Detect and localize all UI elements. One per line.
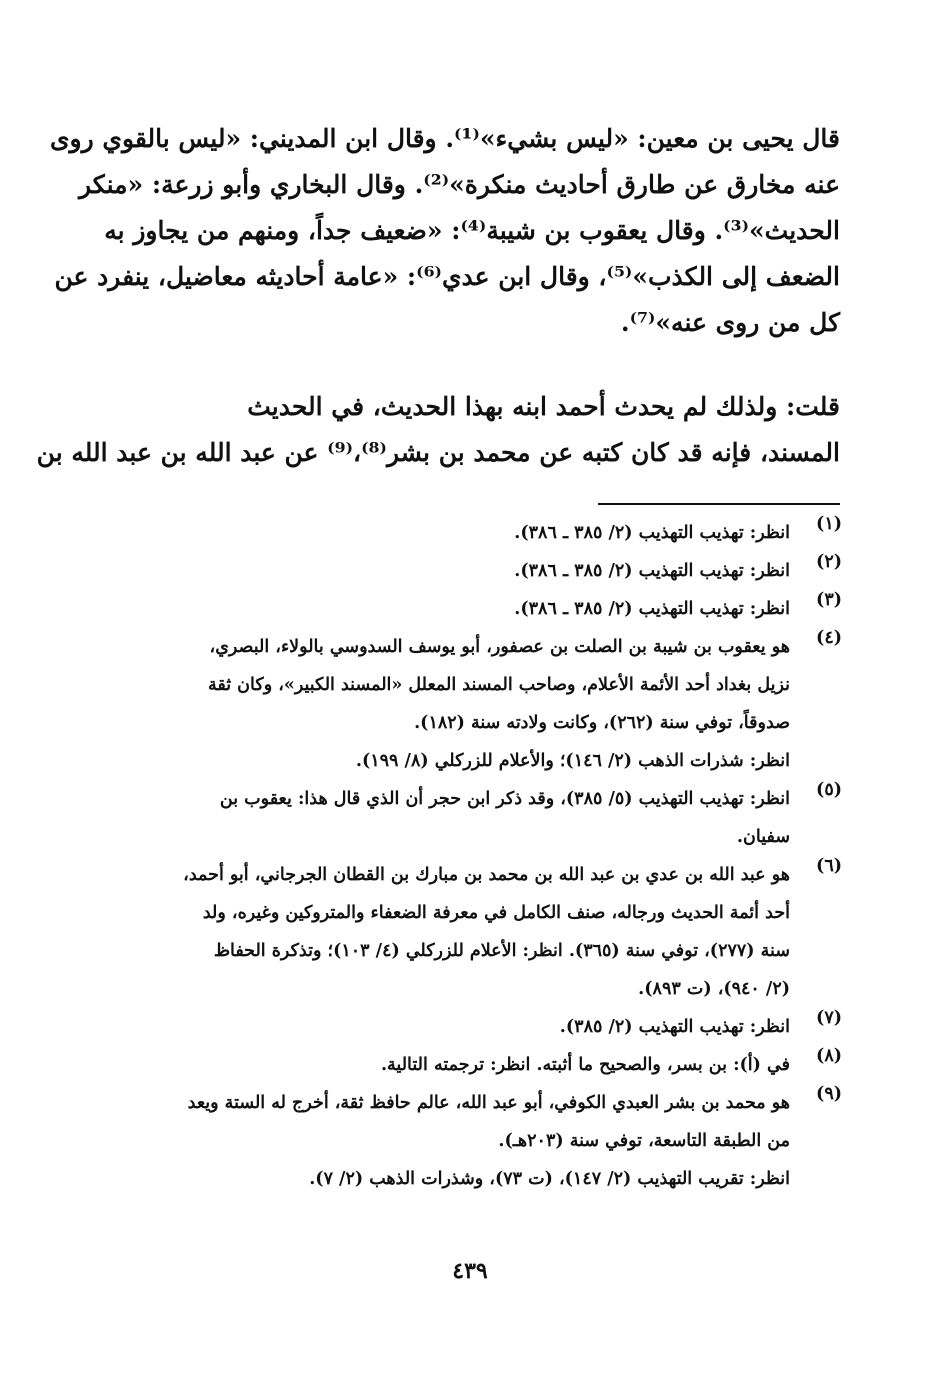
footnote-text — [112, 780, 790, 856]
footnote-number: (٧) — [816, 1008, 842, 1028]
body-line: المسند، فإنه قد كان كتبه عن محمد بن بشر⁽⁸⁾،⁽⁹⁾ عن عبد الله بن عبد الله بن — [36, 438, 840, 467]
footnote-line: سنة (٢٧٧)، توفي سنة (٣٦٥). انظر: الأعلام للزركلي (٤/ ١٠٣)؛ وتذكرة الحفاظ — [213, 941, 790, 961]
footnote-line: أحد أئمة الحديث ورجاله، صنف الكامل في معرفة الضعفاء والمتروكين وغيره، ولد — [202, 903, 790, 923]
footnote-line: هو محمد بن بشر العبدي الكوفي، أبو عبد الله، عالم حافظ ثقة، أخرج له الستة ويعد — [187, 1093, 790, 1113]
body-paragraph-1 — [49, 116, 840, 346]
footnote-line: انظر: تقريب التهذيب (٢/ ١٤٧)، (ت ٧٣)، وشذرات الذهب (٢/ ٧). — [309, 1169, 790, 1189]
footnote-item — [112, 856, 842, 1008]
footnote-item — [112, 780, 842, 856]
footnote-number: (٨) — [816, 1046, 842, 1066]
footnote-line: انظر: تهذيب التهذيب (٢/ ٣٨٥ ـ ٣٨٦). — [514, 523, 790, 543]
footnote-item — [112, 552, 842, 590]
footnote-text — [112, 1008, 790, 1046]
body-line: عنه مخارق عن طارق أحاديث منكرة»⁽²⁾. وقال البخاري وأبو زرعة: «منكر — [79, 170, 840, 199]
footnote-number: (٣) — [816, 590, 842, 610]
footnote-text — [112, 1046, 790, 1084]
footnote-separator — [598, 503, 840, 505]
footnote-item — [112, 628, 842, 780]
footnote-text — [112, 552, 790, 590]
footnote-line: صدوقاً، توفي سنة (٢٦٢)، وكانت ولادته سنة (١٨٢). — [414, 713, 790, 733]
footnote-line: سفيان. — [736, 827, 790, 847]
footnote-item — [112, 590, 842, 628]
footnote-item — [112, 1084, 842, 1198]
footnote-number: (٤) — [816, 628, 842, 648]
footnote-text — [112, 856, 790, 1008]
footnote-line: هو عبد الله بن عدي بن عبد الله بن محمد بن مبارك بن القطان الجرجاني، أبو أحمد، — [183, 865, 790, 885]
footnote-text — [112, 590, 790, 628]
footnote-line: انظر: تهذيب التهذيب (٢/ ٣٨٥). — [559, 1017, 790, 1037]
footnote-number: (٥) — [816, 780, 842, 800]
footnote-number: (٩) — [816, 1084, 842, 1104]
footnote-line: من الطبقة التاسعة، توفي سنة (٢٠٣هـ). — [498, 1131, 790, 1151]
footnote-line: انظر: تهذيب التهذيب (٥/ ٣٨٥)، وقد ذكر ابن حجر أن الذي قال هذا: يعقوب بن — [219, 789, 790, 809]
footnote-text — [112, 514, 790, 552]
footnote-number: (١) — [816, 514, 842, 534]
body-paragraph-2 — [36, 384, 840, 476]
footnote-line: في (أ): بن بسر، والصحيح ما أثبته. انظر: ترجمته التالية. — [380, 1055, 790, 1075]
body-line: الضعف إلى الكذب»⁽⁵⁾، وقال ابن عدي⁽⁶⁾: «عامة أحاديثه معاضيل، ينفرد عن — [54, 262, 840, 291]
footnote-line: نزيل بغداد أحد الأئمة الأعلام، وصاحب المسند المعلل «المسند الكبير»، وكان ثقة — [207, 675, 790, 695]
body-line: قلت: ولذلك لم يحدث أحمد ابنه بهذا الحديث، في الحديث — [247, 392, 840, 421]
page-number: ٤٣٩ — [452, 1258, 488, 1284]
footnote-text — [112, 1084, 790, 1198]
footnote-text — [112, 628, 790, 780]
footnote-item — [112, 1008, 842, 1046]
footnote-number: (٢) — [816, 552, 842, 572]
footnote-line: انظر: تهذيب التهذيب (٢/ ٣٨٥ ـ ٣٨٦). — [514, 599, 790, 619]
footnote-line: انظر: شذرات الذهب (٢/ ١٤٦)؛ والأعلام للزركلي (٨/ ١٩٩). — [355, 751, 790, 771]
footnotes — [112, 514, 842, 1198]
footnote-item — [112, 514, 842, 552]
body-line: قال يحيى بن معين: «ليس بشيء»⁽¹⁾. وقال ابن المديني: «ليس بالقوي روى — [49, 124, 840, 153]
footnote-line: انظر: تهذيب التهذيب (٢/ ٣٨٥ ـ ٣٨٦). — [514, 561, 790, 581]
body-line: كل من روى عنه»⁽⁷⁾. — [620, 308, 840, 337]
footnote-item — [112, 1046, 842, 1084]
footnote-number: (٦) — [816, 856, 842, 876]
footnote-line: (٢/ ٩٤٠)، (ت ٨٩٣). — [638, 979, 790, 999]
footnote-line: هو يعقوب بن شيبة بن الصلت بن عصفور، أبو يوسف السدوسي بالولاء، البصري، — [209, 637, 790, 657]
body-line: الحديث»⁽³⁾. وقال يعقوب بن شيبة⁽⁴⁾: «ضعيف جداً، ومنهم من يجاوز به — [104, 216, 840, 245]
